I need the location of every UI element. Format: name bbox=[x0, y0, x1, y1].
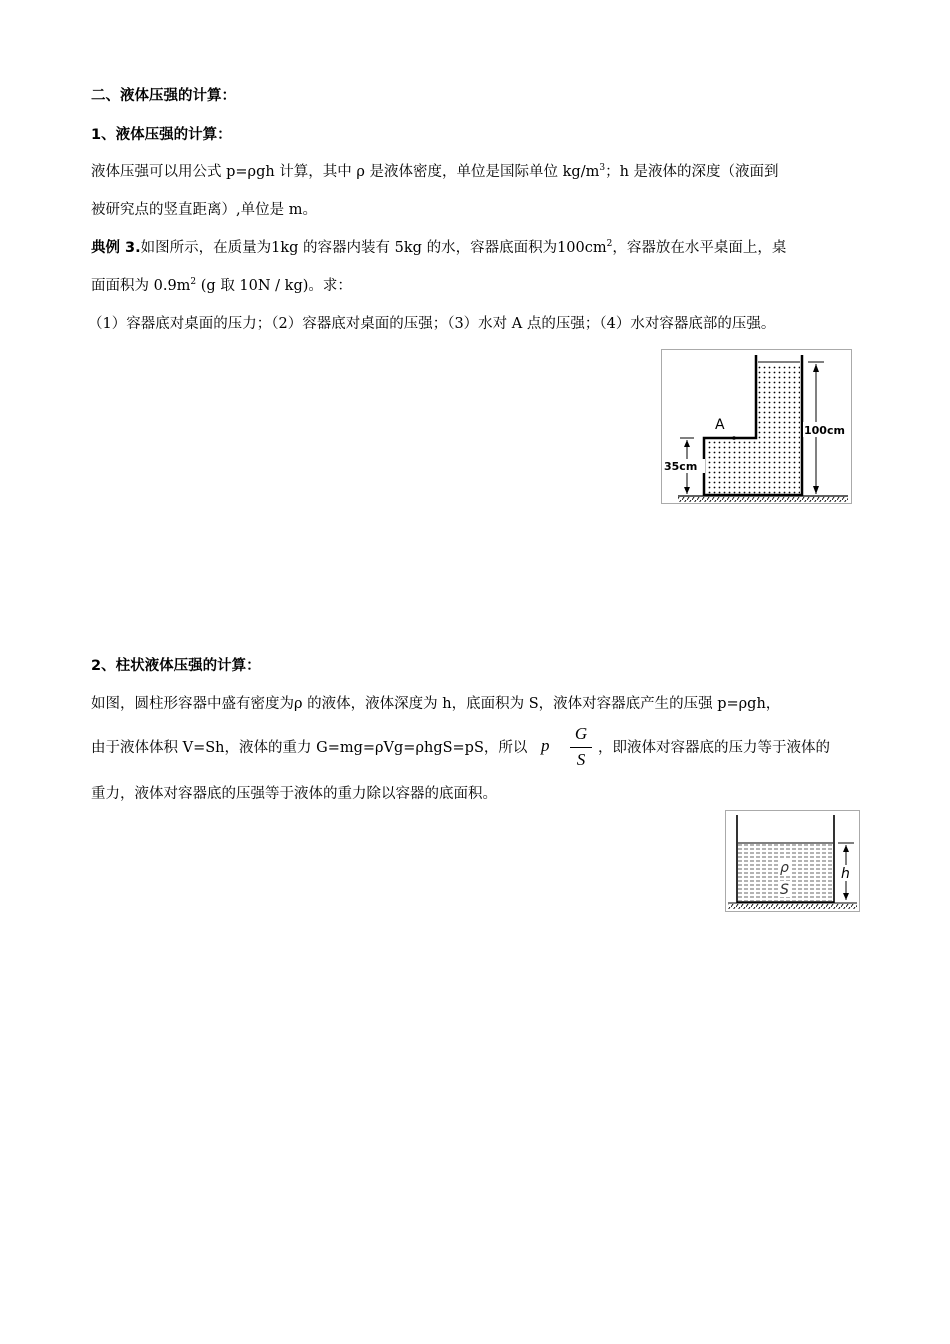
example-text: 如图所示，在质量为1kg 的容器内装有 5kg 的水，容器底面积为100cm bbox=[140, 240, 607, 256]
figure-label-35cm: 35cm bbox=[664, 460, 698, 473]
part2-paragraph-line2a: 由于液体体积 V=Sh，液体的重力 G=mg=ρVg=ρhgS=pS，所以 bbox=[91, 740, 528, 756]
example-questions: （1）容器底对桌面的压力；（2）容器底对桌面的压强；（3）水对 A 点的压强；（4）水对容器底部的压强。 bbox=[88, 316, 776, 332]
example-text: (g 取 10N / kg)。求： bbox=[196, 278, 352, 294]
example-text: ，容器放在水平桌面上，桌 bbox=[612, 240, 787, 256]
part1-text: 液体压强可以用公式 p=ρgh 计算，其中 ρ 是液体密度，单位是国际单位 kg/m bbox=[91, 164, 600, 180]
figure-label-rho: ρ bbox=[780, 860, 789, 876]
formula-numerator: G bbox=[574, 724, 588, 743]
superscript: 3 bbox=[599, 163, 606, 174]
figure-label-100cm: 100cm bbox=[804, 424, 845, 437]
part2-heading: 2、柱状液体压强的计算： bbox=[91, 658, 261, 674]
formula-denominator: S bbox=[576, 750, 586, 769]
part2-paragraph-line3: 重力，液体对容器底的压强等于液体的重力除以容器的底面积。 bbox=[91, 786, 497, 802]
example-line2 bbox=[91, 276, 352, 296]
figure-label-a: A bbox=[715, 417, 725, 433]
example-text: 面面积为 0.9m bbox=[91, 278, 191, 294]
part2-paragraph-line2b: ，即液体对容器底的压力等于液体的 bbox=[598, 740, 830, 756]
figure-label-h: h bbox=[841, 866, 850, 882]
part1-paragraph-line1 bbox=[91, 162, 779, 182]
part1-paragraph-line2: 被研究点的竖直距离）,单位是 m。 bbox=[91, 202, 317, 218]
part1-heading: 1、液体压强的计算： bbox=[91, 127, 232, 143]
example-line1 bbox=[91, 238, 786, 258]
container-figure-2 bbox=[725, 810, 860, 912]
part1-text: ；h 是液体的深度（液面到 bbox=[605, 164, 779, 180]
container-figure-1 bbox=[661, 349, 852, 504]
formula-p: p bbox=[541, 736, 550, 755]
fraction-bar bbox=[570, 747, 592, 748]
figure-label-s: S bbox=[780, 882, 789, 898]
formula-fraction bbox=[570, 724, 592, 772]
superscript: 2 bbox=[190, 277, 197, 288]
part2-paragraph-line1: 如图，圆柱形容器中盛有密度为ρ 的液体，液体深度为 h，底面积为 S，液体对容器底产生的压强 p=ρgh， bbox=[91, 696, 781, 712]
superscript: 2 bbox=[606, 239, 613, 250]
section-title: 二、液体压强的计算： bbox=[91, 88, 236, 104]
example-label: 典例 3. bbox=[91, 240, 141, 256]
